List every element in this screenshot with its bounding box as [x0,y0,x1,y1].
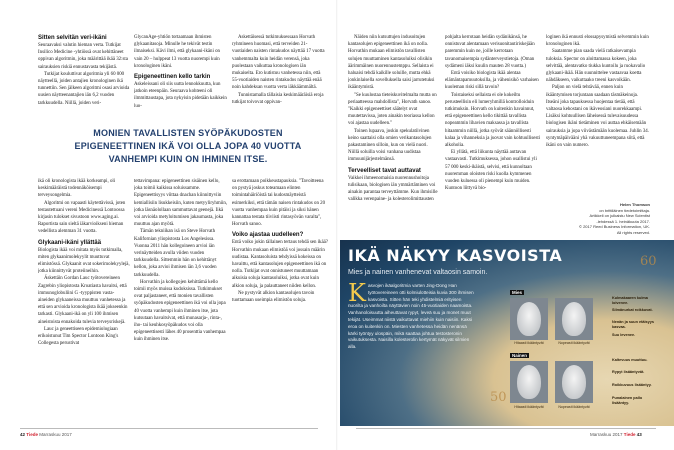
paragraph: Äskettäin Gordan Lauc työtovereineen Zagrebin yliopistosta Kroatiasta havaitsi, että immunoglobuliini G -tyyppisten vasta-aineiden glykaaneissa muuttuu vanhetessa ja että sen arvioida kronologista ikää jokseenkin tarkasti. Glykaani-ikä on yli 100 ihmisen aineistoista ennakoida tulevia terveysriskejä. [38,276,128,325]
pull-quote-line: VANHEMPI KUIN ON IHMINEN ITSE. [108,154,268,164]
page-gutter [336,0,338,450]
author-name: Helen Thomson [619,202,650,207]
face-fast-aging-woman [555,361,593,403]
footer-rule [356,428,656,429]
left-column-2 [134,34,228,124]
clock-number: 60 [640,254,657,269]
left-column-1 [38,34,130,124]
paragraph: Entä voisiko biologista ikää alentaa elämäntapamuutoksilla, ja vähenisikö varhaisen kuoleman riski sillä tavoin? [445,71,539,91]
pull-quote-line: MONIEN TAVALLISTEN SYÖPÄKUDOSTEN [93,128,283,138]
caption-slow: Hitaasti ikääntyvät [514,341,544,345]
author-credit [548,202,650,236]
paragraph: GlycanAge-yhtiön tortaamaan ihmisten glykaanitasoja. Minulle he tekivät testin ilmaiseksi. Kävi ilmi, että glykaani-ikäni on vain 20 – hulppeat 13 vuotta nuorempi kuin kronologinen ikäni. [134,35,220,69]
subheading: Voiko ajastaa uudelleen? [232,232,304,239]
annotation: Nenän ja suun etäisyys kasvaa. [612,320,654,329]
clock-number: 50 [490,390,507,405]
credit-line: -lehdessä 1. heinäkuuta 2017. [596,218,650,224]
subheading: Epigeneettinen kello tarkin [134,74,211,81]
women-label: Nainen [512,353,528,358]
paragraph: Ne pystyvät alkion kantasolujen tavoin tuottamaan useimpia elimistön soluja. [232,290,315,304]
subheading: Sitten selvitän veri-ikäni [38,35,107,41]
subheading: Terveelliset tavat auttavat [348,167,421,174]
right-column-1 [348,34,440,236]
annotation: Punalainen pallo lisääntyy. [612,396,643,405]
credit-line: All rights reserved. [616,229,650,235]
left-lower-column-2 [134,178,228,426]
paragraph: ikä oli kronologista ikää korkeampi, oli keskimääräistä todennäköisempi terveysongelmia. [38,179,116,199]
annotation: Kulmakaaren kulma loivenee. [612,296,648,305]
paragraph: Horvathin ja kollegojen kehittämä kello toimii myös muissa kudoksissa. Tutkimukset ovat paljastaneet, että monien tavallisten syöpäkudosten epigeneettinen ikä voi olla jopa 40 vuotta vanhempi kuin ihminen itse, jota kutsutaan havaitsivat, että munasarja-, rinta-, iho- tai keuhkosyöpäkudos voi olla epigeneettisesti lähes 40 prosenttia vanhempaa kuin ihminen itse. [134,279,226,343]
pull-quote-line: EPIGENEETTINEN IKÄ VOI OLLA JOPA 40 VUOTTA [74,141,302,151]
paragraph: Vaikkei ihmeenomaisia nuorennushoitoja tulisikaan, biologisen iän ymmärtäminen voi ainakin parantaa terveyttämme. Kun ihmisille valikka verenpaine- ja kolesterolimittausten [348,175,438,203]
paragraph: sa erottamaan poikkeustapauksia. "Tavoitteena on pystyä joskus toteamaan elinten toimintahäiriöistä tai kudosmäytteistä esimerkiksi, että tämän naisen rintakudos on 20 vuotta vanhempaa kuin pitäisi ja siksi hänen kannattaa testata tiiviisti rintasyövän varalta", Horvath sanoo. [232,179,326,228]
issue-date: Marraskuu 2017 [590,432,623,437]
credit-line: © 2017 Reed Business Information, UK. [579,224,650,230]
magazine-brand: Tiede [26,432,38,437]
annotation: Suu levenee. [612,333,636,337]
paragraph: Algoritmi on vapaasti käytettävissä, joten testautettuani vereni Medicinessä Lontoossa kirjasin tulokset sivustoon www.aging.ai. Raportista sain sieltä iäkarvioikseni hieman vedellista alemman 31 vuotta. [38,200,126,235]
annotation: Kaltevuus muuttuu. [612,358,648,362]
caption-fast: Nopeasti ikääntyvät [558,341,590,345]
paragraph: "Se kuulostaa tieteiskuvitelmalta mutta on periaatteessa mahdollista", Horvath sanoo. "Kaikki epigeneettiset säätelyt ovat muutettavissa, joten ainakin teoriassa kellon voi ajastaa uudelleen." [348,92,437,127]
paragraph: pohjalta kerrotaan heidän sydänikänsä, he onnistuvat alentamaan verisuonitautiriskejään paremmin kuin ne, joille kerrotaan tavanomaisempia sydänterveystietoja. (Oman sydämeni iäksi kuulin mauten 28 vuotta.) [445,35,535,69]
paragraph: Askeleissani oli siis uutta lennokkuutta, kun jatkoin eteenpäin. Seuraava kohteeni oli ilmmittaustapa, jota nykyisin pidetään kaikkein luo- [134,82,227,109]
face-slow-aging-woman [510,361,548,403]
paragraph: Lauc ja geneettiseen epidemiologiaan erikoistunut Tim Spector Lontoon King's Collegesta perustivat [38,326,119,347]
caption-fast: Nopeasti ikääntyvät [558,405,590,409]
paragraph: Äskettäisessä tutkimuksessaan Horvath ryhmineen huomasi, että terveiden 21-vuotiaiden naisten rintakudos näyttää 17 vuotta vanhemmalta kuin heidän verensä, joka puolestaan vaikuttaa kronologisen iän mukaiselta. Ero kutistuu vanhetessa niin, että 55-vuotiaiden naisten rintakudos näyttää enää noin kahdeksan vuotta verta iäkkäämmältä. [232,35,325,91]
left-lower-column-1 [38,178,130,426]
annotation: Silmänurkat roikkuvat. [612,308,653,312]
paragraph: Tämän tekniikan isä on Steve Horvath Kalifornian yliopistosta Los Angelesissa. Vuonna 2011 hän kollegoineen arvioi iän verinäytteiden avulla viiden vuoden tarkkuudella. Sittemmin hän on kehittänyt kellon, joka arvioi ihmisen iän 3,6 vuoden tarkkuudella. [134,229,217,278]
left-lower-column-3 [232,178,328,426]
paragraph: Entä voiko jokin tällainen tertaus tehdä sen ikää? Horvathin mukaan elimistöä voi jossain määrin uudistaa. Kantasoluista tehdyissä kokeissa on havaittu, että kantasolujen epigeneettinen ikä on nolla. Tutkijat ovat onnistuneet muuttamaan aikuisia soluja kantasoluiksi, jotka ovat kuin alkion soluja, ja palauttaneet niiden kellon. [232,240,328,289]
paragraph: Tutkijat kouluttivat algoritmia yli 60 000 näytteellä, joiden antajien kronologinen ikä tunnettiin. Sen jälkeen algoritmi osasi arvioida uusien näytteenantajien iän 6,2 vuoden tarkkuudella. Niillä, joiden veri- [38,71,130,106]
paragraph: tettavimpana: epigeneettinen sisäinen kello, joka toimii kaikissa soluissamme. Epigeneettisyys viittaa dnachan kiinnittyviin kemiallisiin lisukkeisiin, kuten metyyliryhmiin, jotka läsnäolollaan sammuttavat geenejä. Iikä voi arvioida metyloitumisen jakaumasta, joka muuttuu ajan myötä. [134,179,228,228]
feature-body [348,279,476,351]
credit-line: Artikkeli on julkaistu New Scientist [589,213,650,219]
feature-text: asvojen ikäalgoritmia varten Jing-Dong Han työtovereineen otti kolmiulotteisia kuvia 300 ihmisen kasvoista. Sitten hän teki yhdistelmiä erityisen nuorilta ja vanhoilta näyttävien noin 45-vuotiaiden naamoista. Vanhanoloisuutta aiheuttavat rypyt, leveä suu ja monet muut tekijät. Useimmat niistä vaikuttavat miehiin kuin naisiin. Kaksi eroa on kuitenkin on. Miesten vanhetessa heidän nenänsä kärki työntyy ulospäin, mikä saattaa johtua testosteronin vaikutuksesta. Naisilla kolesterolin kertymät näkyvät silmien alla. [348,283,474,350]
men-label: Mies [512,290,523,295]
footer-rule [20,428,318,429]
paragraph: loginen ikä ennusti elossapysymistä selvemmin kuin kronologinen ikä. [546,35,649,48]
issue-date: Marraskuu 2017 [39,432,72,437]
annotation: Roikkuvuus lisääntyy. [612,383,652,387]
left-column-3 [232,34,328,124]
paragraph: Paljon on vielä tehtävää, ennen kuin ikääntymisen torjuntaan saadaan täsmäkeinoja. Itseäni joka tapauksessa huojentaa tietää, että valtaosa kehostani on ikäveosiani nuorekkaampi. Lisäksi kohtuullisen läheisessä tulevaisuudessa biologisen ikäni tietäminen voi auttaa ehkäisemään sairauksia ja jopa viivästämään kuolemaa. Juhlin 34. syntymäpäivääni yhä vakuuttuneempana siitä, että ikäni on vain numero. [546,85,649,149]
face-slow-aging-man [510,298,548,340]
face-fast-aging-man [555,298,593,340]
drop-cap: K [348,279,366,307]
right-column-3 [546,34,650,200]
paragraph: Toistaiseksi sellaista ei ole kokeiltu perusteellisin eli lumeryhmillä kontrolloiduin tutkimuksin. Horvath on kuitenkin havainnut, että epigeneettinen kello tikittää tavallista nopeammin lihavien maksassa ja tavallista hitaammin niillä, jotka syövät säännöllisesti kalaa ja vihanneksia ja juovat vain kohtuullisesti alkoholia. [445,92,541,149]
page-number: 43 [636,432,642,437]
paragraph: Tunnistamalla tällaisia keskimääräisiä eroja tutkijat toivovat oppivan- [232,92,324,105]
page-number: 42 [20,432,26,437]
right-column-2 [445,34,541,236]
paragraph: Toinen lupaava, joskin spekulatiivinen keino saattaisi olla omien verikantasolujen pakastaminen silloin, kun on vielä nuori. Niillä soluilla voisi vanhana uudistaa immuunijärjestelmänsä. [348,128,432,163]
paragraph: Ei yllätä, että liikunta näyttää auttavan vastaavasti. Tutkimuksessa, johon osallistui yli 57 000 keski-ikäistä, selvisi, että kunnoltaan nuoremman oloisten riski kuolla kymmenen vuoden kuluessa oli pienempi kuin muiden. Kuntoon liittyvä bio- [445,150,537,192]
feature-subtitle: Mies ja nainen vanhenevat valtaosin samoin. [348,269,488,276]
paragraph: Biologista ikää voi mitata myös tutkimalla, miten glykaanimolekyylit muuttuvat elimistössä. Glykaanit ovat sokerimolekyylejä, jotka kiinnittyvät proteiineihin. [38,247,130,275]
paragraph: Saatamme pian saada vielä ratkaisevampia tuloksia. Spector on aloittamassa kokeen, joka selvittää, alentavatko tiukka kuntoilu ja ruokavalio glykaani-ikää. Hän suunnittelee vastaavaa koetta nähdäkseen, vaikuttaako treeni kasvoikään. [546,49,646,84]
magazine-brand: Tiede [623,432,636,437]
pull-quote [75,127,302,166]
feature-title: IKÄ NÄKYY KASVOISTA [348,246,563,265]
folio-right [590,432,642,437]
paragraph: Näiden niin kutsuttujen indusoitujen kantasolujen epigeneettinen ikä on nolla. Horvathin mukaan elimistön tavallisten solujen muuttaminen kantasoluiksi olisikin äärimmäinen nuorennustemppu. Sellaista ei haluaisi tehdä kaikille soluille, mutta ehkä jonkinlaisella sovelluksella saisi jarrutetuksi ikääntymistä. [348,35,435,91]
annotation: Rypyt lisääntyvät. [612,370,645,374]
paragraph: Seuraavaksi valutin hieman verta. Tutkijat Insilico Medicine -yhtiössä ovat kehittäneet oppivan algoritmin, joka määrittää ikää 32:sta sairauksien riskiä ennustavasta tekijästä. [38,43,128,70]
folio-left [20,432,72,437]
subheading: Glykaani-ikäni yllättää [38,239,102,246]
caption-slow: Hitaasti ikääntyvät [514,405,544,409]
credit-line: on brittiläinen tiedetoimittaja. [599,207,650,213]
